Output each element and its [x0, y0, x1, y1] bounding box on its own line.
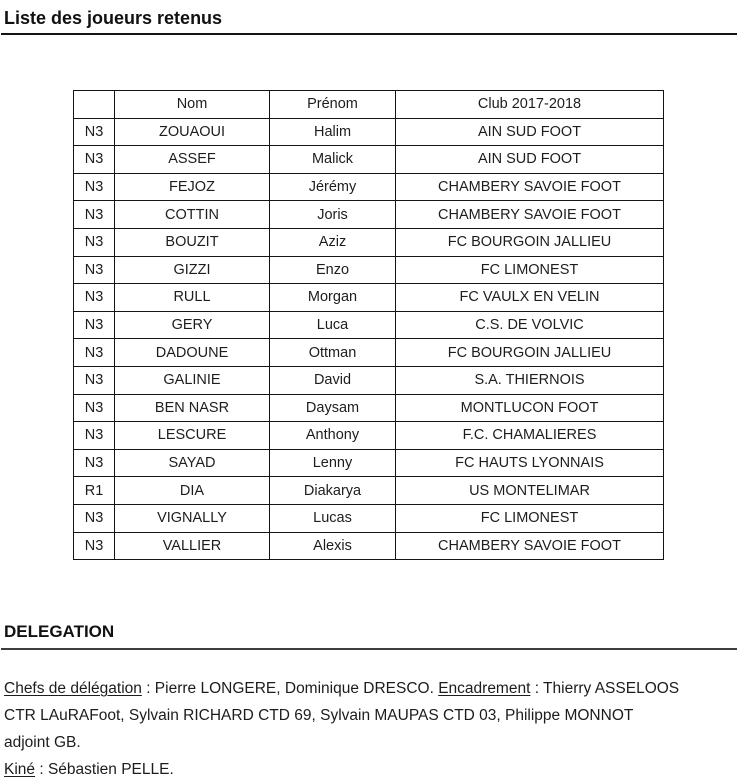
table-row: [74, 366, 664, 394]
prenom-cell: Joris: [270, 201, 396, 229]
delegation-line: [4, 702, 734, 729]
club-cell: FC BOURGOIN JALLIEU: [396, 228, 664, 256]
table-row: [74, 477, 664, 505]
prenom-cell: Jérémy: [270, 173, 396, 201]
division-cell: N3: [74, 394, 115, 422]
nom-cell: ASSEF: [115, 146, 270, 174]
table-header-row: [74, 91, 664, 119]
table-row: [74, 339, 664, 367]
division-cell: N3: [74, 118, 115, 146]
prenom-cell: Ottman: [270, 339, 396, 367]
club-cell: AIN SUD FOOT: [396, 118, 664, 146]
delegation-line: [4, 729, 734, 756]
nom-cell: FEJOZ: [115, 173, 270, 201]
nom-cell: DIA: [115, 477, 270, 505]
prenom-cell: Diakarya: [270, 477, 396, 505]
delegation-line: [4, 675, 734, 702]
table-row: [74, 422, 664, 450]
table-row: [74, 256, 664, 284]
prenom-cell: Lenny: [270, 449, 396, 477]
table-row: [74, 394, 664, 422]
delegation-text: : Thierry ASSELOOS: [530, 680, 680, 698]
table-row: [74, 228, 664, 256]
prenom-cell: Halim: [270, 118, 396, 146]
table-row: [74, 173, 664, 201]
division-cell: N3: [74, 449, 115, 477]
club-cell: FC LIMONEST: [396, 504, 664, 532]
delegation-text: : Sébastien PELLE.: [35, 761, 174, 779]
header-cell: Nom: [115, 91, 270, 119]
nom-cell: COTTIN: [115, 201, 270, 229]
club-cell: FC VAULX EN VELIN: [396, 284, 664, 312]
prenom-cell: David: [270, 366, 396, 394]
players-table-head: [74, 91, 664, 119]
club-cell: FC HAUTS LYONNAIS: [396, 449, 664, 477]
prenom-cell: Malick: [270, 146, 396, 174]
division-cell: N3: [74, 256, 115, 284]
division-cell: N3: [74, 201, 115, 229]
table-row: [74, 532, 664, 560]
division-cell: N3: [74, 146, 115, 174]
header-cell: Club 2017-2018: [396, 91, 664, 119]
club-cell: CHAMBERY SAVOIE FOOT: [396, 173, 664, 201]
table-row: [74, 284, 664, 312]
nom-cell: LESCURE: [115, 422, 270, 450]
prenom-cell: Enzo: [270, 256, 396, 284]
nom-cell: BEN NASR: [115, 394, 270, 422]
prenom-cell: Alexis: [270, 532, 396, 560]
club-cell: MONTLUCON FOOT: [396, 394, 664, 422]
delegation-heading: DELEGATION: [4, 622, 115, 642]
nom-cell: GERY: [115, 311, 270, 339]
delegation-label: Chefs de délégation: [4, 680, 142, 698]
nom-cell: VIGNALLY: [115, 504, 270, 532]
page-title: Liste des joueurs retenus: [4, 8, 223, 28]
division-cell: N3: [74, 228, 115, 256]
table-row: [74, 504, 664, 532]
table-row: [74, 201, 664, 229]
header-cell: [74, 91, 115, 119]
club-cell: CHAMBERY SAVOIE FOOT: [396, 201, 664, 229]
delegation-text: adjoint GB.: [4, 734, 81, 752]
division-cell: N3: [74, 173, 115, 201]
prenom-cell: Aziz: [270, 228, 396, 256]
delegation-label: Encadrement: [438, 680, 531, 698]
table-row: [74, 311, 664, 339]
club-cell: US MONTELIMAR: [396, 477, 664, 505]
table-row: [74, 146, 664, 174]
division-cell: R1: [74, 477, 115, 505]
players-table: [73, 90, 664, 560]
division-cell: N3: [74, 284, 115, 312]
players-table-wrap: [73, 90, 738, 560]
club-cell: FC LIMONEST: [396, 256, 664, 284]
nom-cell: BOUZIT: [115, 228, 270, 256]
nom-cell: ZOUAOUI: [115, 118, 270, 146]
club-cell: S.A. THIERNOIS: [396, 366, 664, 394]
division-cell: N3: [74, 504, 115, 532]
division-cell: N3: [74, 422, 115, 450]
nom-cell: RULL: [115, 284, 270, 312]
delegation-label: Kiné: [4, 761, 36, 779]
header-cell: Prénom: [270, 91, 396, 119]
players-table-body: [74, 118, 664, 560]
division-cell: N3: [74, 311, 115, 339]
table-row: [74, 449, 664, 477]
prenom-cell: Daysam: [270, 394, 396, 422]
club-cell: FC BOURGOIN JALLIEU: [396, 339, 664, 367]
prenom-cell: Luca: [270, 311, 396, 339]
club-cell: F.C. CHAMALIERES: [396, 422, 664, 450]
club-cell: CHAMBERY SAVOIE FOOT: [396, 532, 664, 560]
division-cell: N3: [74, 532, 115, 560]
delegation-paragraph: [0, 675, 738, 783]
prenom-cell: Morgan: [270, 284, 396, 312]
nom-cell: GALINIE: [115, 366, 270, 394]
club-cell: C.S. DE VOLVIC: [396, 311, 664, 339]
delegation-rule: [1, 648, 737, 650]
delegation-line: [4, 756, 734, 783]
nom-cell: SAYAD: [115, 449, 270, 477]
prenom-cell: Anthony: [270, 422, 396, 450]
title-rule: [1, 33, 737, 35]
prenom-cell: Lucas: [270, 504, 396, 532]
nom-cell: DADOUNE: [115, 339, 270, 367]
nom-cell: GIZZI: [115, 256, 270, 284]
division-cell: N3: [74, 366, 115, 394]
delegation-text: CTR LAuRAFoot, Sylvain RICHARD CTD 69, Sylvain MAUPAS CTD 03, Philippe MONNOT: [4, 707, 634, 725]
division-cell: N3: [74, 339, 115, 367]
delegation-text: : Pierre LONGERE, Dominique DRESCO.: [141, 680, 439, 698]
nom-cell: VALLIER: [115, 532, 270, 560]
table-row: [74, 118, 664, 146]
club-cell: AIN SUD FOOT: [396, 146, 664, 174]
